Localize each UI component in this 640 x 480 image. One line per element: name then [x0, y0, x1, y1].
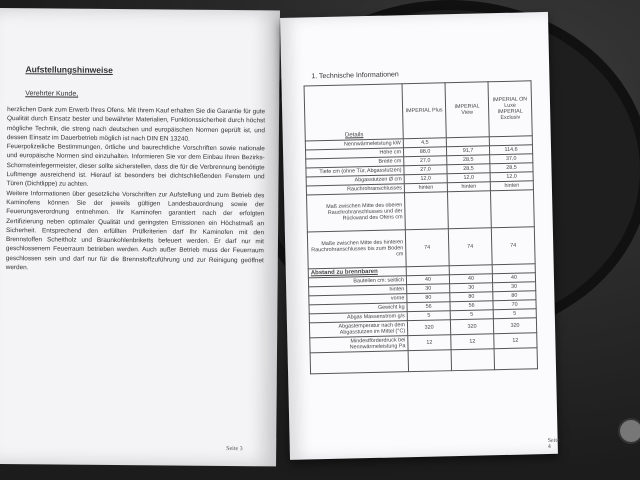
rows-after — [309, 300, 537, 353]
cell: 27,0 — [404, 165, 447, 175]
cell: 74 — [405, 229, 449, 267]
details-header: Details — [304, 84, 403, 141]
left-page-content — [6, 64, 266, 275]
cell: 4,5 — [403, 138, 446, 148]
row-label: Rauchrohranschlusses — [306, 184, 404, 195]
cell: 80 — [493, 291, 536, 301]
cell: 56 — [450, 301, 493, 311]
page-title: Aufstellungshinweise — [25, 64, 113, 75]
cell: 30 — [493, 282, 536, 292]
cell: 91,7 — [446, 146, 489, 156]
cell: hinten — [404, 183, 447, 193]
cell: 28,5 — [490, 163, 533, 173]
seitlich-label: seitlich — [387, 277, 405, 284]
paragraph-intro: herzlichen Dank zum Erwerb Ihres Ofens. Mit Ihrem Kauf erhalten Sie die Garantie für gute Qualität durch Einsatz bester und bewährter Materialien, Funktionssicherheit durch höchst mögliche Technik, die streng nach deutschen und europäischen Normen geprüft ist, und dessen Einsatz im Dauerbetrieb möglich ist nach DIN EN 13240. — [6, 106, 266, 143]
row-label: Gewicht kg — [309, 303, 407, 314]
page-number-right: Seite 4 — [547, 437, 560, 451]
cell: 320 — [407, 320, 450, 336]
cell: 30 — [450, 283, 493, 293]
cell: 12,0 — [490, 172, 533, 182]
cell: 12,0 — [404, 174, 447, 184]
cell: hinten — [447, 182, 490, 192]
cell: 114,6 — [489, 145, 532, 155]
cell: 88,0 — [403, 147, 446, 157]
cell: 28,5 — [447, 155, 490, 165]
table-header-row — [304, 81, 532, 141]
cell: 12,0 — [447, 173, 490, 183]
row-label: Abgas Massenstrom g/s — [309, 312, 407, 323]
row-label: Mindestförderdruck bei Nennwärmeleistung Pa — [310, 336, 408, 353]
cell: 320 — [493, 318, 536, 334]
cell: 40 — [406, 275, 449, 285]
cell: 12 — [408, 335, 451, 351]
row-label: vorne — [309, 294, 407, 305]
cell: hinten — [490, 181, 533, 191]
cell: 40 — [492, 273, 535, 283]
cell: 70 — [493, 300, 536, 310]
right-page — [280, 12, 558, 460]
cell: 5 — [493, 309, 536, 319]
row-label: Maße zwischen Mitte des hinteren Rauchrohranschlusses bis zum Boden cm — [307, 230, 406, 269]
page-number-left: Seite 3 — [226, 445, 243, 453]
table-row-empty — [310, 348, 537, 374]
column-header-view: IMPERIAL View — [445, 82, 489, 138]
cell: 5 — [407, 311, 450, 321]
row-label: Nennwärmeleistung kW — [305, 139, 403, 150]
row-label: Abgastemperatur nach dem Abgasstutzen im Mittel (°C) — [309, 321, 407, 338]
column-header-exclusiv: IMPERIAL ON Luxe IMPERIAL Exclusiv — [488, 81, 532, 137]
row-label: Breite cm — [306, 157, 404, 168]
table-row — [307, 190, 535, 232]
cell: 80 — [407, 293, 450, 303]
left-page — [0, 8, 280, 466]
cell: 5 — [450, 310, 493, 320]
cell: 27,0 — [404, 156, 447, 166]
cell: 12 — [451, 334, 494, 350]
row-label: Höhe cm — [306, 148, 404, 159]
cell: 12 — [494, 333, 537, 349]
row-label: Tiefe cm (ohne Tür, Abgasstutzen) — [306, 166, 404, 177]
cell: 74 — [491, 227, 535, 265]
paragraph-regulations: Feuerpolizeiliche Bestimmungen, örtliche und baurechtliche Vorschriften sowie nationale und europäische Normen sind einzuhalten. Informieren Sie vor dem Einbau Ihren Bezirks-Schornsteinfegermeister, dieser sollte sicherstellen, dass die für die Verbrennung benötigte Luftmenge ausreichend ist. Hierauf ist besonders bei dichtschließenden Fenstern und Türen (Dichtlippe) zu achten. — [6, 143, 265, 189]
cell: 30 — [407, 284, 450, 294]
screw-head — [618, 418, 640, 444]
cell: 56 — [407, 302, 450, 312]
bauteilen-label: Bauteilen cm: — [353, 277, 387, 285]
cell: 37,0 — [490, 154, 533, 164]
cell: 40 — [449, 274, 492, 284]
row-label: Maß zwischen Mitte des oberen Rauchrohranschlusses und der Rückwand des Ofens cm — [307, 193, 406, 232]
cell: 80 — [450, 292, 493, 302]
rows-before — [305, 136, 533, 195]
section-heading: 1. Technische Informationen — [311, 71, 399, 81]
row-label: Abgasstutzen Ø cm — [306, 175, 404, 186]
column-header-plus: IMPERIAL Plus — [402, 83, 446, 139]
cell: 28,5 — [447, 164, 490, 174]
row-label: hinten — [309, 285, 407, 296]
cell: 320 — [450, 319, 493, 335]
spec-table — [304, 80, 538, 374]
section-label: Abstand zu brennbaren — [308, 267, 406, 278]
cell: 74 — [448, 228, 492, 266]
paragraph-information: Weitere Informationen über gesetzliche Vorschriften zur Aufstellung und zum Betrieb des Kaminofens können Sie der jeweils gültigen Landesbauordnung sowie der Feuerungsverordnung entnehmen. Ihr Kaminofen garantiert nach der erfolgten Zertifizierung neben optimaler Qualität und geringsten Emissionen ein Höchstmaß an Sicherheit. Entsprechend den erfüllten Prüfkriterien darf Ihr Kaminofen mit den Brennstoffen Scheitholz und Braunkohlenbriketts befeuert werden. Er darf nur mit geschlossenem Feuerraum betrieben werden. Auch außer Betrieb muss der Feuerraum geschlossen sein und darf nur für die Brennstoffzuführung und zur Reinigung geöffnet werden. — [5, 189, 265, 272]
greeting: Verehrter Kunde, — [25, 90, 79, 98]
table-row — [307, 227, 535, 269]
